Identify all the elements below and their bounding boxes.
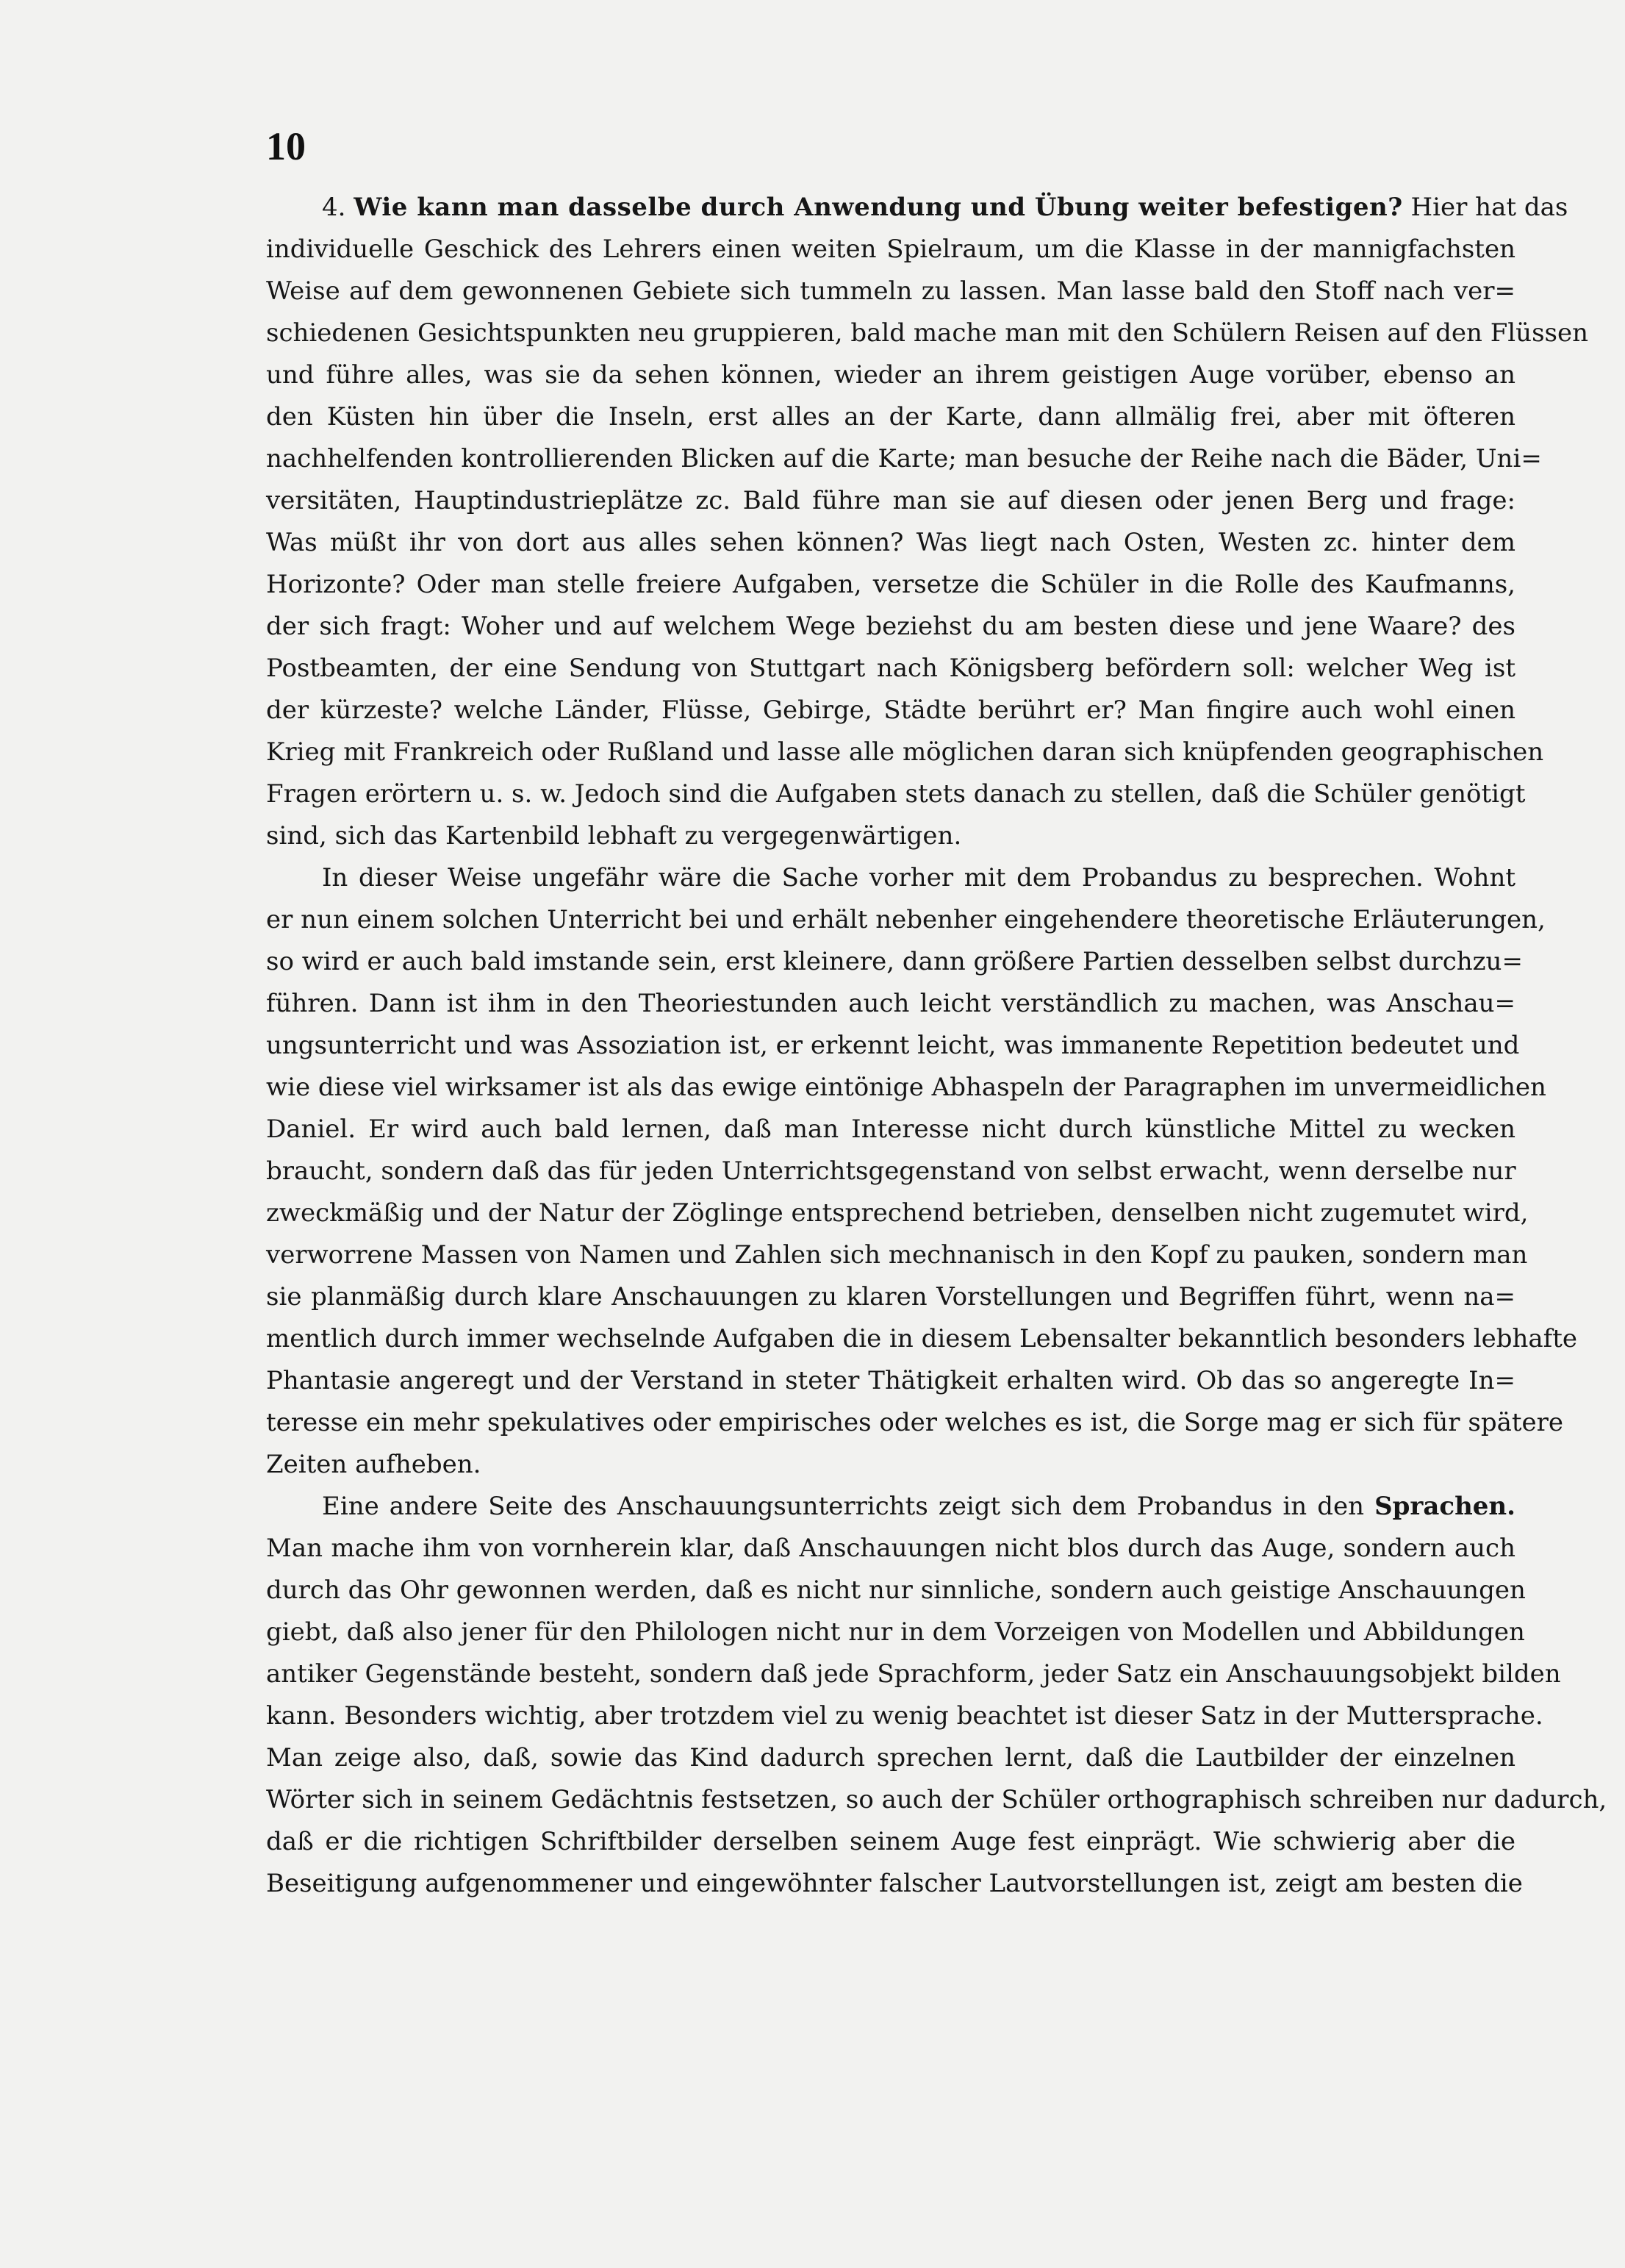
paragraph-line: teresse ein mehr spekulatives oder empirisches oder welches es ist, die Sorge mag er sich für spätere (266, 1408, 1564, 1437)
paragraph-line: Wörter sich in seinem Gedächtnis festsetzen, so auch der Schüler orthographisch schreiben nur dadurch, (266, 1785, 1607, 1814)
paragraph-line: zweckmäßig und der Natur der Zöglinge entsprechend betrieben, denselben nicht zugemutet wird, (266, 1198, 1529, 1228)
paragraph-line: Weise auf dem gewonnenen Gebiete sich tummeln zu lassen. Man lasse bald den Stoff nach ver= (266, 276, 1515, 306)
page-number: 10 (266, 124, 306, 168)
paragraph-line: führen. Dann ist ihm in den Theoriestunden auch leicht verständlich zu machen, was Anschau= (266, 989, 1515, 1018)
paragraph-line: der sich fragt: Woher und auf welchem Wege beziehst du am besten diese und jene Waare? des (266, 612, 1515, 641)
paragraph-line: Beseitigung aufgenommener und eingewöhnter falscher Lautvorstellungen ist, zeigt am besten die (266, 1869, 1523, 1898)
paragraph-line: den Küsten hin über die Inseln, erst alles an der Karte, dann allmälig frei, aber mit öfteren (266, 402, 1515, 432)
paragraph-line: er nun einem solchen Unterricht bei und erhält nebenher eingehendere theoretische Erläuterungen, (266, 905, 1546, 934)
paragraph-line: Postbeamten, der eine Sendung von Stuttgart nach Königsberg befördern soll: welcher Weg ist (266, 654, 1515, 683)
paragraph-line: Daniel. Er wird auch bald lernen, daß man Interesse nicht durch künstliche Mittel zu wecken (266, 1115, 1515, 1144)
line-text: Hier hat das (1410, 193, 1568, 222)
paragraph-line: Man zeige also, daß, sowie das Kind dadurch sprechen lernt, daß die Lautbilder der einzelnen (266, 1743, 1515, 1772)
paragraph-line: sind, sich das Kartenbild lebhaft zu vergegenwärtigen. (266, 821, 962, 851)
paragraph-line: der kürzeste? welche Länder, Flüsse, Gebirge, Städte berührt er? Man fingire auch wohl einen (266, 695, 1515, 725)
line-text: Eine andere Seite des Anschauungsunterrichts zeigt sich dem Probandus in den (322, 1492, 1365, 1521)
paragraph-line: durch das Ohr gewonnen werden, daß es nicht nur sinnliche, sondern auch geistige Anschauungen (266, 1575, 1526, 1605)
paragraph-line (266, 1486, 1515, 1528)
paragraph-line: Man mache ihm von vornherein klar, daß Anschauungen nicht blos durch das Auge, sondern auch (266, 1534, 1515, 1563)
paragraph-line: mentlich durch immer wechselnde Aufgaben die in diesem Lebensalter bekanntlich besonders lebhafte (266, 1324, 1578, 1353)
paragraph-line: individuelle Geschick des Lehrers einen weiten Spielraum, um die Klasse in der mannigfachsten (266, 235, 1515, 264)
paragraph-line: daß er die richtigen Schriftbilder derselben seinem Auge fest einprägt. Wie schwierig aber die (266, 1827, 1515, 1856)
paragraph-line: Was müßt ihr von dort aus alles sehen können? Was liegt nach Osten, Westen zc. hinter dem (266, 528, 1515, 557)
section-heading: Wie kann man dasselbe durch Anwendung und Übung weiter befestigen? (354, 193, 1403, 222)
paragraph-line (266, 187, 1568, 229)
paragraph-line: antiker Gegenstände besteht, sondern daß jede Sprachform, jeder Satz ein Anschauungsobjekt bilden (266, 1659, 1561, 1689)
paragraph-line: giebt, daß also jener für den Philologen nicht nur in dem Vorzeigen von Modellen und Abbildungen (266, 1617, 1525, 1647)
paragraph-line: Phantasie angeregt und der Verstand in steter Thätigkeit erhalten wird. Ob das so angeregte In= (266, 1366, 1515, 1395)
body-text (266, 187, 1607, 1905)
paragraph-line: so wird er auch bald imstande sein, erst kleinere, dann größere Partien desselben selbst durchzu= (266, 947, 1523, 976)
paragraph-line: Krieg mit Frankreich oder Rußland und lasse alle möglichen daran sich knüpfenden geographischen (266, 737, 1544, 767)
item-number: 4. (322, 193, 346, 222)
paragraph-line: Zeiten aufheben. (266, 1450, 481, 1479)
paragraph-line: Horizonte? Oder man stelle freiere Aufgaben, versetze die Schüler in die Rolle des Kaufmanns, (266, 570, 1515, 599)
paragraph-line: verworrene Massen von Namen und Zahlen sich mechnanisch in den Kopf zu pauken, sondern man (266, 1240, 1528, 1270)
paragraph-line: kann. Besonders wichtig, aber trotzdem viel zu wenig beachtet ist dieser Satz in der Muttersprache. (266, 1701, 1543, 1731)
paragraph-line: ungsunterricht und was Assoziation ist, er erkennt leicht, was immanente Repetition bedeutet und (266, 1031, 1520, 1060)
paragraph-line: braucht, sondern daß das für jeden Unterrichtsgegenstand von selbst erwacht, wenn derselbe nur (266, 1156, 1516, 1186)
paragraph-line: sie planmäßig durch klare Anschauungen zu klaren Vorstellungen und Begriffen führt, wenn na= (266, 1282, 1515, 1312)
paragraph-line: und führe alles, was sie da sehen können, wieder an ihrem geistigen Auge vorüber, ebenso an (266, 360, 1515, 390)
paragraph-line: versitäten, Hauptindustrieplätze zc. Bald führe man sie auf diesen oder jenen Berg und frage: (266, 486, 1515, 515)
emphasized-term: Sprachen. (1374, 1492, 1515, 1521)
paragraph-line: schiedenen Gesichtspunkten neu gruppieren, bald mache man mit den Schülern Reisen auf den Flüssen (266, 318, 1588, 348)
paragraph-line: In dieser Weise ungefähr wäre die Sache vorher mit dem Probandus zu besprechen. Wohnt (322, 863, 1515, 892)
paragraph-line: Fragen erörtern u. s. w. Jedoch sind die Aufgaben stets danach zu stellen, daß die Schüler genötigt (266, 779, 1526, 809)
paragraph-line: nachhelfenden kontrollierenden Blicken auf die Karte; man besuche der Reihe nach die Bäder, Uni= (266, 444, 1542, 473)
paragraph-line: wie diese viel wirksamer ist als das ewige eintönige Abhaspeln der Paragraphen im unvermeidlichen (266, 1073, 1546, 1102)
